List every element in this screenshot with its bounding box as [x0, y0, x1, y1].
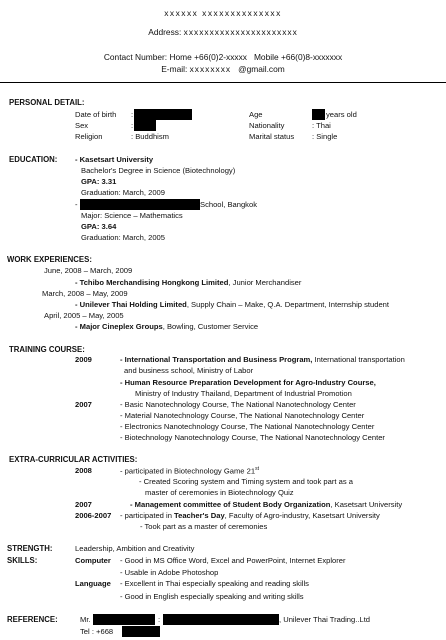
email-line	[0, 64, 446, 74]
extra-activity-pre: - participated in	[120, 511, 175, 520]
job-role: , Supply Chain – Make, Q.A. Department, Internship student	[186, 300, 389, 309]
reference-section-title: REFERENCE:	[7, 615, 58, 624]
job-company: - Unilever Thai Holding Limited	[75, 300, 187, 309]
job-entry	[75, 322, 258, 331]
reference-title-redaction	[163, 614, 279, 625]
extra-section-title: EXTRA-CURRICULAR ACTIVITIES:	[9, 455, 138, 464]
job-period: April, 2005 – May, 2005	[44, 311, 124, 320]
email-user: xxxxxxxx	[189, 64, 232, 74]
university-gpa: GPA: 3.31	[81, 177, 117, 186]
school-major: Major: Science – Mathematics	[81, 211, 183, 220]
training-section-title: TRAINING COURSE:	[9, 345, 85, 354]
contact-line	[0, 52, 446, 62]
email-domain: @gmail.com	[238, 64, 285, 74]
candidate-name: xxxxxx xxxxxxxxxxxxxx	[164, 8, 282, 18]
religion-label: Religion	[75, 132, 103, 141]
address-label: Address:	[148, 27, 182, 37]
extra-activity-bold: - Management committee of Student Body Organization	[130, 500, 331, 509]
sex-colon: :	[131, 121, 134, 130]
nationality-label: Nationality	[249, 121, 285, 130]
university-degree: Bachelor's Degree in Science (Biotechnology)	[81, 166, 236, 175]
school-gpa: GPA: 3.64	[81, 222, 117, 231]
mobile-number: +66(0)8-xxxxxxx	[280, 52, 343, 62]
job-role: , Bowling, Customer Service	[162, 322, 259, 331]
dob-redaction	[134, 109, 192, 120]
training-item: - Basic Nanotechnology Course, The National Nanotechnology Center	[120, 400, 356, 409]
extra-activity-text: - participated in Biotechnology Game 21	[120, 466, 256, 476]
marital-value: : Single	[312, 132, 338, 141]
training-item-rest: International transportation	[312, 355, 405, 364]
extra-year-2007: 2007	[75, 500, 92, 509]
extra-activity-rest: , Kasetsart University	[330, 500, 403, 509]
training-year-2007: 2007	[75, 400, 92, 409]
training-item: - Biotechnology Nanotechnology Course, The National Nanotechnology Center	[120, 433, 385, 442]
reference-mr: Mr.	[80, 615, 91, 624]
training-item: - Material Nanotechnology Course, The National Nanotechnology Center	[120, 411, 365, 420]
computer-skill: - Good in MS Office Word, Excel and PowerPoint, Internet Explorer	[120, 556, 346, 565]
reference-tel-redaction	[122, 626, 160, 637]
job-company: - Major Cineplex Groups	[75, 322, 163, 331]
header-divider	[0, 82, 446, 83]
training-item: - Human Resource Preparation Development for Agro-Industry Course,	[120, 378, 376, 387]
extra-activity	[120, 466, 259, 476]
reference-name-redaction	[93, 614, 155, 625]
skills-section-title: SKILLS:	[7, 556, 38, 565]
university-name: - Kasetsart University	[75, 155, 154, 164]
address-value: xxxxxxxxxxxxxxxxxxxxxx	[183, 27, 298, 37]
extra-activity-rest: , Faculty of Agro-industry, Kasetsart University	[224, 511, 380, 520]
extra-activity-detail: - Created Scoring system and Timing system and took part as a	[139, 477, 353, 486]
school-dash: -	[75, 200, 78, 209]
training-item-bold: - International Transportation and Business Program,	[120, 355, 313, 364]
job-entry	[75, 300, 389, 309]
home-label: Home	[169, 52, 192, 62]
age-suffix: years old	[326, 110, 357, 119]
education-section-title: EDUCATION:	[9, 155, 58, 164]
dob-label: Date of birth	[75, 110, 117, 119]
school-graduation: Graduation: March, 2005	[81, 233, 166, 242]
religion-value: : Buddhism	[131, 132, 169, 141]
dob-colon: :	[131, 110, 134, 119]
training-item-line2: and business school, Ministry of Labor	[124, 366, 254, 375]
job-period: June, 2008 – March, 2009	[44, 266, 133, 275]
computer-label: Computer	[75, 556, 111, 565]
job-entry	[75, 278, 301, 287]
mobile-label: Mobile	[253, 52, 279, 62]
strength-value: Leadership, Ambition and Creativity	[75, 544, 195, 553]
training-year-2009: 2009	[75, 355, 92, 364]
language-skill: - Good in English especially speaking and writing skills	[120, 592, 304, 601]
extra-activity-detail: - Took part as a master of ceremonies	[140, 522, 268, 531]
strength-section-title: STRENGTH:	[7, 544, 53, 553]
personal-section-title: PERSONAL DETAIL:	[9, 98, 85, 107]
extra-activity	[130, 500, 402, 509]
reference-colon: :	[158, 615, 161, 624]
age-redaction	[312, 109, 325, 120]
training-item-line2: Ministry of Industry Thailand, Department of Industrial Promotion	[135, 389, 352, 398]
school-location: School, Bangkok	[200, 200, 257, 209]
job-company: - Tchibo Merchandising Hongkong Limited	[75, 278, 229, 287]
email-label: E-mail:	[161, 64, 188, 74]
marital-label: Marital status	[249, 132, 295, 141]
home-number: +66(0)2-xxxxx	[194, 52, 247, 62]
reference-company: , Unilever Thai Trading..Ltd	[279, 615, 371, 624]
job-role: , Junior Merchandiser	[228, 278, 302, 287]
language-label: Language	[75, 579, 111, 588]
university-graduation: Graduation: March, 2009	[81, 188, 166, 197]
language-skill: - Excellent in Thai especially speaking and reading skills	[120, 579, 309, 588]
job-period: March, 2008 – May, 2009	[42, 289, 128, 298]
training-item: - Electronics Nanotechnology Course, The National Nanotechnology Center	[120, 422, 375, 431]
extra-activity-detail: master of ceremonies in Biotechnology Quiz	[145, 488, 294, 497]
extra-year-2008: 2008	[75, 466, 92, 475]
school-name-redaction	[80, 199, 200, 210]
sex-redaction	[134, 120, 156, 131]
work-section-title: WORK EXPERIENCES:	[7, 255, 92, 264]
training-item	[120, 355, 405, 364]
nationality-value: : Thai	[312, 121, 331, 130]
extra-activity	[120, 511, 380, 520]
address-line	[0, 27, 446, 37]
sex-label: Sex	[75, 121, 89, 130]
age-label: Age	[249, 110, 263, 119]
extra-year-2006: 2006-2007	[75, 511, 112, 520]
extra-activity-bold: Teacher's Day	[174, 511, 225, 520]
reference-tel: Tel : +668	[80, 627, 114, 636]
computer-skill: - Usable in Adobe Photoshop	[120, 568, 219, 577]
extra-activity-sup: st	[255, 466, 259, 472]
contact-label: Contact Number:	[103, 52, 168, 62]
